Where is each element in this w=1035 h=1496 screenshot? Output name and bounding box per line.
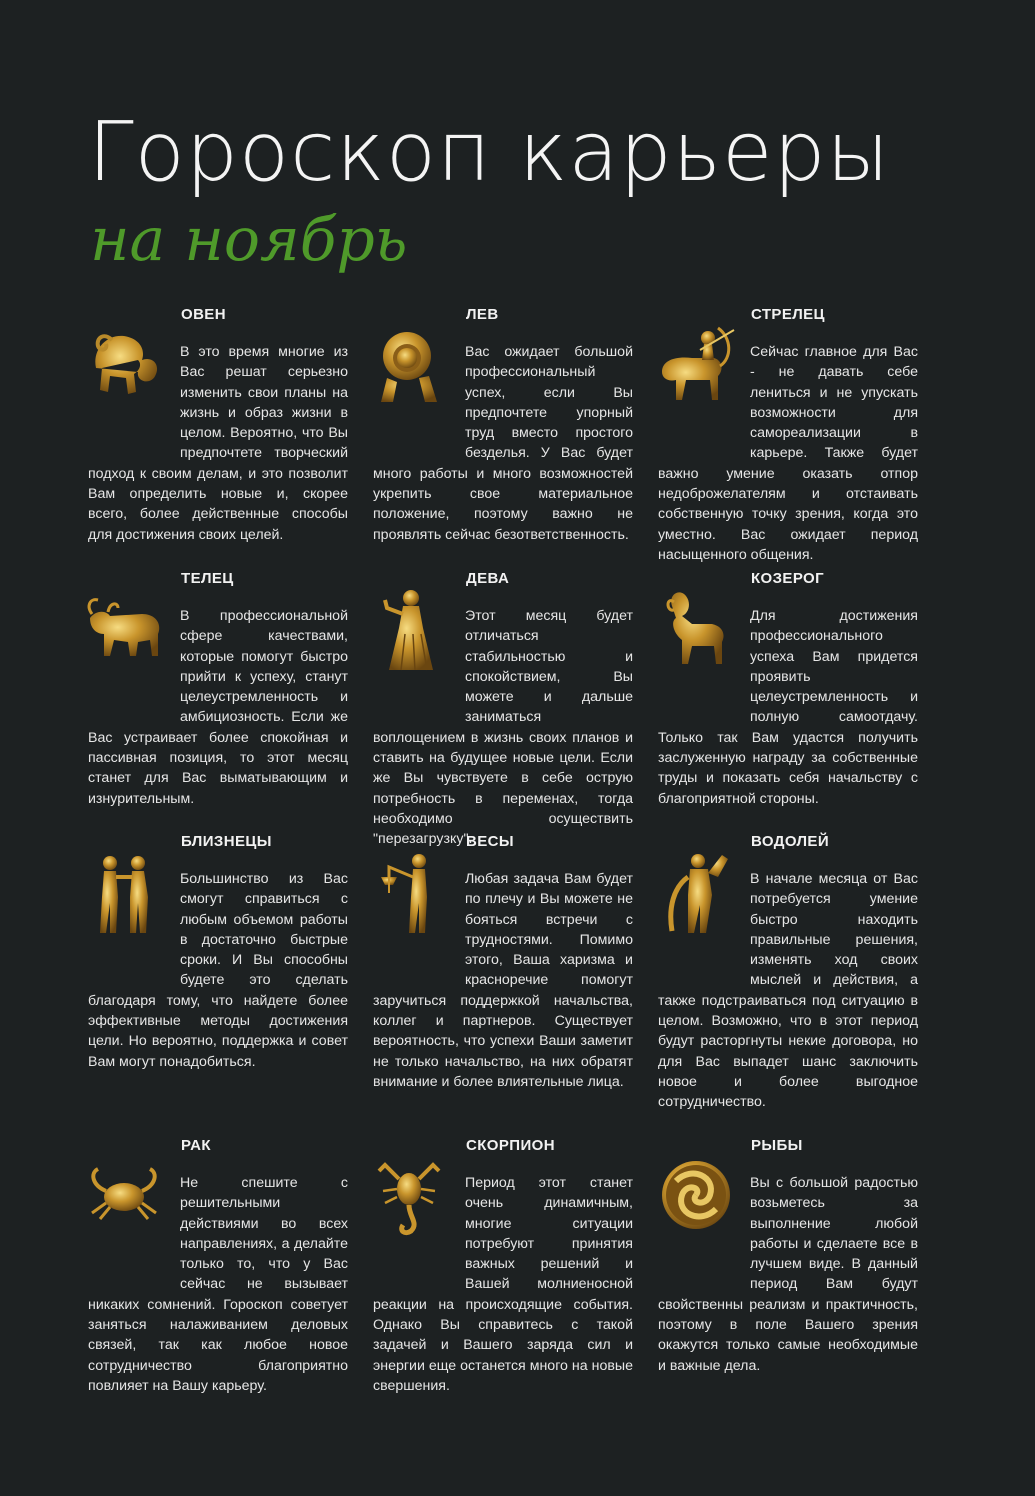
aries-icon <box>82 320 168 408</box>
sign-taurus <box>88 570 348 825</box>
sign-title: ВЕСЫ <box>466 833 514 850</box>
sign-text: В это время многие из Вас решат серьезно изменить свои планы на жизнь и образ жизни в целом. Вероятно, что Вы предпочтете творческий подход к своим делам, и это позволит Вам определить новые и, скорее всего, более действенные способы для достижения своих целей. <box>88 344 348 543</box>
sign-text: Вас ожидает большой профессиональный успех, если Вы предпочтете упорный труд вместо простого безделья. У Вас будет много работы и много возможностей укрепить свое материальное положение, поэтому важно не проявлять сейчас безответственность. <box>373 344 633 543</box>
sign-title: ТЕЛЕЦ <box>181 570 234 587</box>
sign-text: Любая задача Вам будет по плечу и Вы можете не бояться встречи с трудностями. Помимо этого, Ваша харизма и красноречие помогут заручиться поддержкой начальства, коллег и партнеров. Существует вероятность, что успехи Ваши заметит не только начальство, на них обратят внимание и более влиятельные лица. <box>373 871 633 1090</box>
sign-title: ВОДОЛЕЙ <box>751 833 830 850</box>
aquarius-icon <box>652 847 738 935</box>
virgo-icon <box>367 584 453 672</box>
capricorn-icon <box>652 584 738 672</box>
scorpio-icon <box>367 1151 453 1239</box>
sign-scorpio <box>373 1137 633 1392</box>
sign-title: КОЗЕРОГ <box>751 570 825 587</box>
sign-leo <box>373 306 633 561</box>
sign-libra <box>373 833 633 1088</box>
cancer-icon <box>82 1151 168 1239</box>
sign-cancer <box>88 1137 348 1392</box>
sign-sagittarius <box>658 306 918 561</box>
sign-title: ДЕВА <box>466 570 510 587</box>
libra-icon <box>367 847 453 935</box>
sign-text: Не спешите с решительными действиями во всех направлениях, а делайте только то, что у Вас сейчас не вызывает никаких сомнений. Гороскоп советует заняться налаживанием деловых связей, так как любое новое сотрудничество благоприятно повлияет на Вашу карьеру. <box>88 1175 348 1394</box>
sign-title: ЛЕВ <box>466 306 499 323</box>
gemini-icon <box>82 847 168 935</box>
sign-text: В профессиональной сфере качествами, которые помогут быстро прийти к успеху, станут целеустремленность и амбициозность. Если же Вас устраивает более спокойная и пассивная позиция, то этот месяц станет для Вас выматывающим и изнурительным. <box>88 608 348 807</box>
sign-title: РЫБЫ <box>751 1137 803 1154</box>
sign-title: РАК <box>181 1137 211 1154</box>
sign-capricorn <box>658 570 918 825</box>
sign-text: Сейчас главное для Вас - не давать себе лениться и не упускать возможности для самореализации в карьере. Также будет важно умение оказать отпор недоброжелателям и отстаивать собственную точку зрения, когда это уместно. Вас ожидает период насыщенного общения. <box>658 344 918 563</box>
sign-title: СТРЕЛЕЦ <box>751 306 825 323</box>
page-subtitle: на ноябрь <box>90 205 408 275</box>
page-title: Гороскоп карьеры <box>88 105 891 200</box>
sign-aquarius <box>658 833 918 1111</box>
sign-title: БЛИЗНЕЦЫ <box>181 833 272 850</box>
pisces-icon <box>652 1151 738 1239</box>
sign-text: В начале месяца от Вас потребуется умение быстро находить правильные решения, изменять ход своих мыслей и действия, а также подстраиваться под ситуацию в целом. Возможно, что в этот период будут расторгнуты некие договора, но для Вас выпадет шанс заключить новое и более выгодное сотрудничество. <box>658 871 918 1111</box>
sign-title: ОВЕН <box>181 306 226 323</box>
leo-icon <box>367 320 453 408</box>
taurus-icon <box>82 584 168 672</box>
sagittarius-icon <box>652 320 738 408</box>
sign-text: Для достижения профессионального успеха Вам придется проявить целеустремленность и полную самоотдачу. Только так Вам удастся получить заслуженную награду за собственные труды и показать себя начальству с благоприятной стороны. <box>658 608 918 807</box>
sign-gemini <box>88 833 348 1088</box>
sign-aries <box>88 306 348 561</box>
sign-text: Этот месяц будет отличаться стабильностью и спокойствием, Вы можете и дальше заниматься воплощением в жизнь своих планов и ставить на будущее новые цели. Если же Вы чувствуете в себе острую потребность в переменах, тогда необходимо осуществить "перезагрузку". <box>373 608 633 848</box>
sign-text: Период этот станет очень динамичным, многие ситуации потребуют принятия важных решений и Вашей молниеносной реакции на происходящие события. Однако Вы справитесь с такой задачей и Вашего заряда сил и энергии еще останется много на новые свершения. <box>373 1175 633 1394</box>
sign-text: Вы с большой радостью возьметесь за выполнение любой работы и сделаете все в лучшем виде. В данный период Вам будут свойственны реализм и практичность, поэтому в поле Вашего зрения окажутся только самые необходимые и важные дела. <box>658 1175 918 1374</box>
sign-pisces <box>658 1137 918 1392</box>
sign-text: Большинство из Вас смогут справиться с любым объемом работы в достаточно быстрые сроки. И Вы способны будете это сделать благодаря тому, что найдете более эффективные методы достижения цели. Но вероятно, поддержка и совет Вам могут понадобиться. <box>88 871 348 1070</box>
sign-title: СКОРПИОН <box>466 1137 555 1154</box>
